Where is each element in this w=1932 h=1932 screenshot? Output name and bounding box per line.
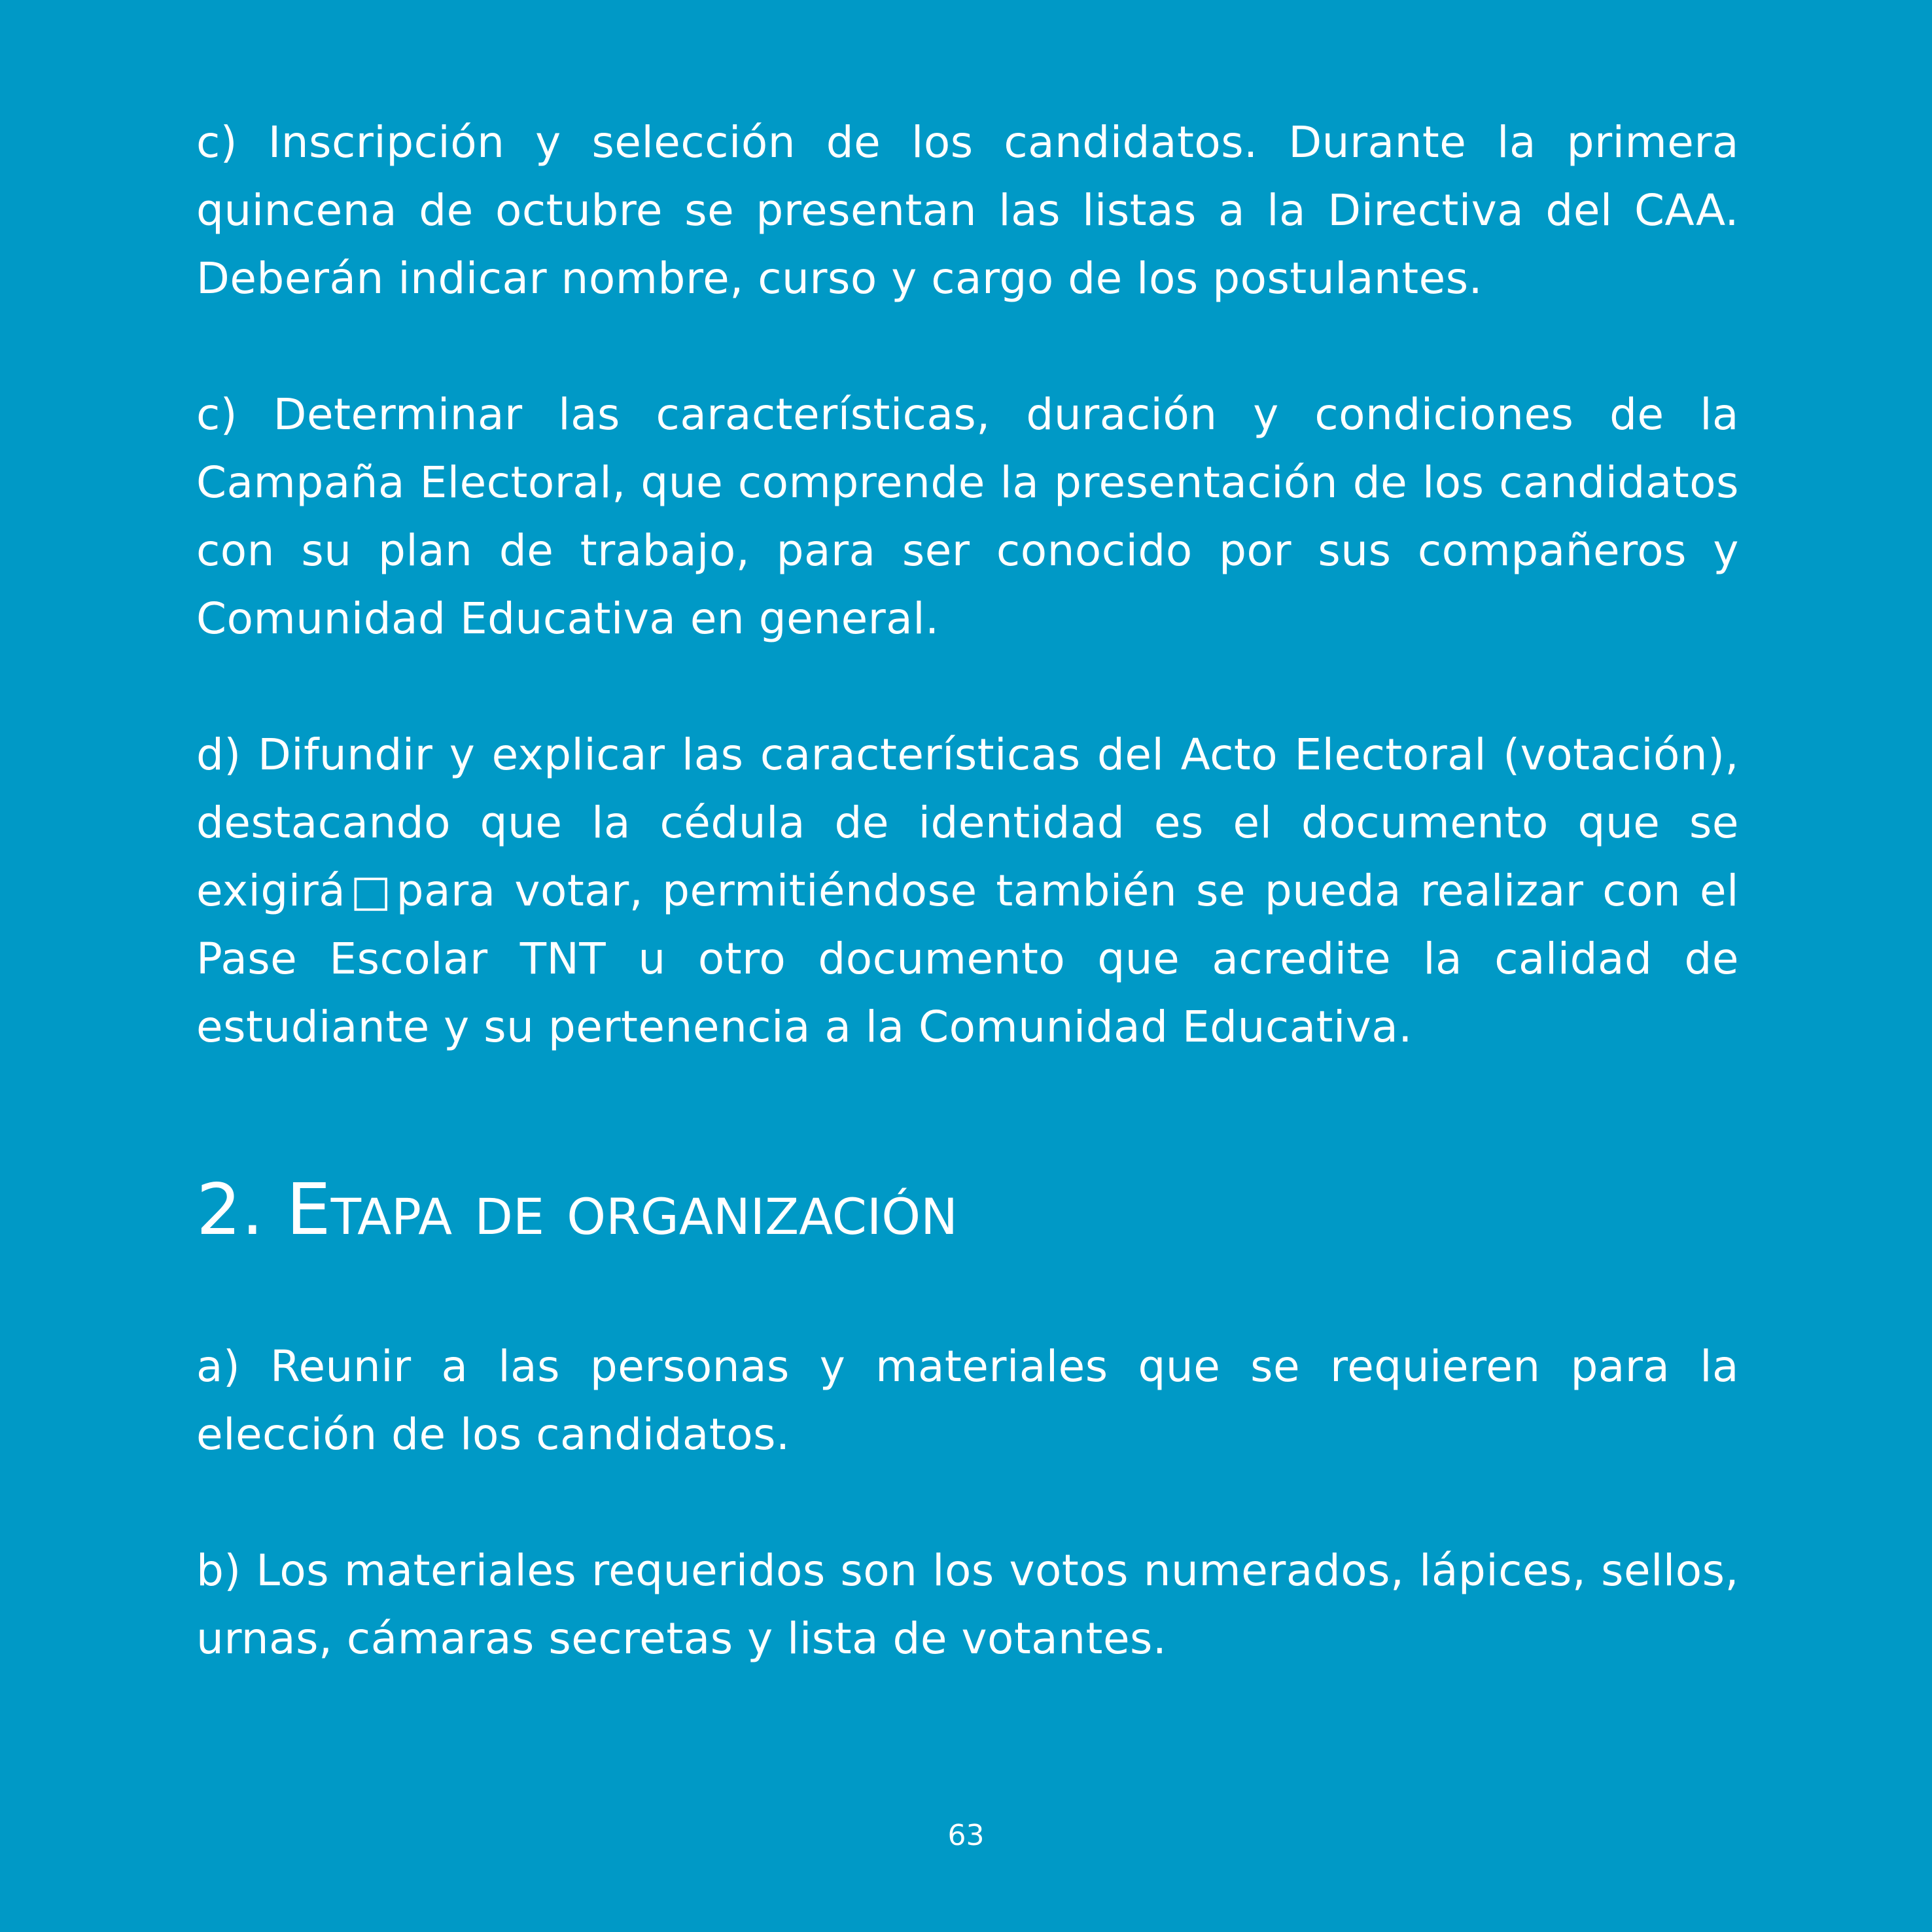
paragraph-a-reunir: a) Reunir a las personas y materiales que se requieren para la elección de los candidatos.: [196, 1341, 1739, 1460]
section-title: Etapa de organización: [286, 1169, 958, 1251]
paragraph-d-acto-electoral: d) Difundir y explicar las características del Acto Electoral (votación), destacando que la cédula de identidad es el documento que se exigirá□para votar, permitiéndose también se pueda realizar con el Pase Escolar TNT u otro documento que acredite la calidad de estudiante y su pertenencia a la Comunidad Educativa.: [196, 729, 1739, 1052]
paragraph-b-materiales: b) Los materiales requeridos son los votos numerados, lápices, sellos, urnas, cámaras secretas y lista de votantes.: [196, 1545, 1739, 1664]
paragraph-c-campana-electoral: c) Determinar las características, duración y condiciones de la Campaña Electoral, que comprende la presentación de los candidatos con su plan de trabajo, para ser conocido por sus compañeros y Comunidad Educativa en general.: [196, 389, 1739, 644]
section-number: 2.: [196, 1169, 264, 1251]
section-heading: [196, 1165, 958, 1256]
paragraph-c-inscripcion: c) Inscripción y selección de los candidatos. Durante la primera quincena de octubre se presentan las listas a la Directiva del CAA. Deberán indicar nombre, curso y cargo de los postulantes.: [196, 117, 1739, 304]
page-number: 63: [947, 1819, 985, 1852]
